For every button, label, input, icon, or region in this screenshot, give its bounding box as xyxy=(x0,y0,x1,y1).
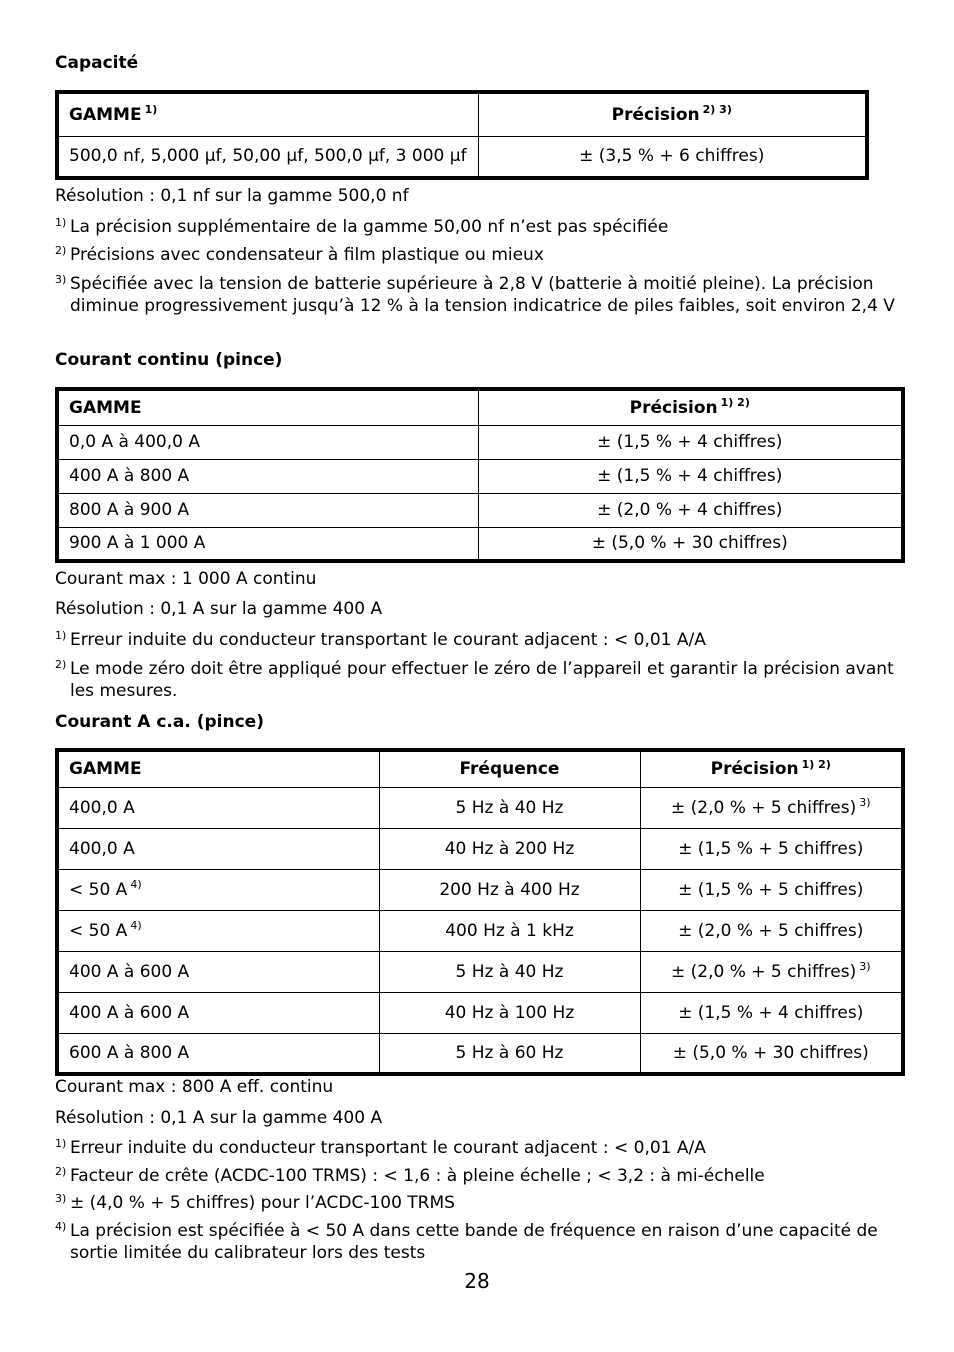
table-row xyxy=(57,992,903,1033)
header-precision: Précision $^{1) 2)}$ xyxy=(640,750,903,787)
cell-accuracy: ± (3,5 % + 6 chiffres) xyxy=(478,136,867,178)
cell-frequency: 200 Hz à 400 Hz xyxy=(379,869,640,910)
cell-range: 400,0 A xyxy=(57,828,379,869)
section-title-capacite: Capacité xyxy=(55,53,139,73)
footnote: 1) Erreur induite du conducteur transportant le courant adjacent : < 0,01 A/A xyxy=(55,1137,706,1158)
cell-accuracy: ± (5,0 % + 30 chiffres) xyxy=(478,527,903,561)
table-row xyxy=(57,910,903,951)
page-number: 28 xyxy=(464,1269,490,1293)
cell-accuracy: ± (1,5 % + 4 chiffres) xyxy=(640,992,903,1033)
table-row xyxy=(57,136,867,178)
table-header-row xyxy=(57,389,903,425)
cell-frequency: 400 Hz à 1 kHz xyxy=(379,910,640,951)
cell-accuracy: ± (2,0 % + 5 chiffres) xyxy=(640,910,903,951)
cell-accuracy: ± (2,0 % + 5 chiffres) $^{3)}$ xyxy=(640,787,903,828)
cell-accuracy: ± (2,0 % + 4 chiffres) xyxy=(478,493,903,527)
table-row xyxy=(57,828,903,869)
cell-accuracy: ± (1,5 % + 5 chiffres) xyxy=(640,828,903,869)
header-gamme: GAMME xyxy=(57,750,379,787)
cell-frequency: 5 Hz à 40 Hz xyxy=(379,787,640,828)
table-row xyxy=(57,527,903,561)
cell-range: < 50 A $^{4)}$ xyxy=(57,910,379,951)
footnote: 2) Le mode zéro doit être appliqué pour effectuer le zéro de l’appareil et garantir la précision avant les mesures. xyxy=(55,658,894,701)
footnote: 1) La précision supplémentaire de la gamme 50,00 nf n’est pas spécifiée xyxy=(55,216,669,237)
header-gamme: GAMME xyxy=(57,389,478,425)
capacite-resolution: Résolution : 0,1 nf sur la gamme 500,0 nf xyxy=(55,186,409,206)
cell-range: 800 A à 900 A xyxy=(57,493,478,527)
cell-frequency: 5 Hz à 40 Hz xyxy=(379,951,640,992)
dc-table xyxy=(55,387,905,563)
cell-accuracy: ± (1,5 % + 5 chiffres) xyxy=(640,869,903,910)
cell-accuracy: ± (2,0 % + 5 chiffres) $^{3)}$ xyxy=(640,951,903,992)
footnote: 3) ± (4,0 % + 5 chiffres) pour l’ACDC-100 TRMS xyxy=(55,1192,455,1213)
header-frequence: Fréquence xyxy=(379,750,640,787)
section-title-dc: Courant continu (pince) xyxy=(55,350,283,370)
header-precision: Précision $^{2) 3)}$ xyxy=(478,92,867,136)
cell-range: 400,0 A xyxy=(57,787,379,828)
table-row xyxy=(57,787,903,828)
footnote: 2) Facteur de crête (ACDC-100 TRMS) : < 1,6 : à pleine échelle ; < 3,2 : à mi-échelle xyxy=(55,1165,765,1186)
footnote: 4) La précision est spécifiée à < 50 A dans cette bande de fréquence en raison d’une capacité de sortie limitée du calibrateur lors des tests xyxy=(55,1220,878,1263)
capacite-table xyxy=(55,90,869,180)
table-header-row xyxy=(57,92,867,136)
table-header-row xyxy=(57,750,903,787)
table-row xyxy=(57,869,903,910)
cell-range: < 50 A $^{4)}$ xyxy=(57,869,379,910)
ac-resolution: Résolution : 0,1 A sur la gamme 400 A xyxy=(55,1108,383,1128)
cell-range: 400 A à 600 A xyxy=(57,992,379,1033)
table-row xyxy=(57,1033,903,1074)
cell-range: 500,0 nf, 5,000 µf, 50,00 µf, 500,0 µf, 3 000 µf xyxy=(57,136,478,178)
ac-table xyxy=(55,748,905,1076)
dc-resolution: Résolution : 0,1 A sur la gamme 400 A xyxy=(55,599,383,619)
cell-accuracy: ± (5,0 % + 30 chiffres) xyxy=(640,1033,903,1074)
footnote: 1) Erreur induite du conducteur transportant le courant adjacent : < 0,01 A/A xyxy=(55,629,706,650)
cell-range: 900 A à 1 000 A xyxy=(57,527,478,561)
cell-range: 0,0 A à 400,0 A xyxy=(57,425,478,459)
footnote: 2) Précisions avec condensateur à film plastique ou mieux xyxy=(55,244,544,265)
cell-frequency: 40 Hz à 100 Hz xyxy=(379,992,640,1033)
cell-frequency: 5 Hz à 60 Hz xyxy=(379,1033,640,1074)
table-row xyxy=(57,459,903,493)
table-row xyxy=(57,951,903,992)
cell-range: 600 A à 800 A xyxy=(57,1033,379,1074)
footnote: 3) Spécifiée avec la tension de batterie supérieure à 2,8 V (batterie à moitié pleine). La précision diminue progressivement jusqu’à 12 % à la tension indicatrice de piles faibles, soit environ 2,4 V xyxy=(55,273,895,316)
cell-range: 400 A à 600 A xyxy=(57,951,379,992)
table-row xyxy=(57,425,903,459)
table-row xyxy=(57,493,903,527)
cell-accuracy: ± (1,5 % + 4 chiffres) xyxy=(478,425,903,459)
section-title-ac: Courant A c.a. (pince) xyxy=(55,712,264,732)
cell-range: 400 A à 800 A xyxy=(57,459,478,493)
cell-accuracy: ± (1,5 % + 4 chiffres) xyxy=(478,459,903,493)
header-precision: Précision $^{1) 2)}$ xyxy=(478,389,903,425)
header-gamme: GAMME $^{1)}$ xyxy=(57,92,478,136)
ac-max-current: Courant max : 800 A eff. continu xyxy=(55,1077,334,1097)
cell-frequency: 40 Hz à 200 Hz xyxy=(379,828,640,869)
dc-max-current: Courant max : 1 000 A continu xyxy=(55,569,317,589)
